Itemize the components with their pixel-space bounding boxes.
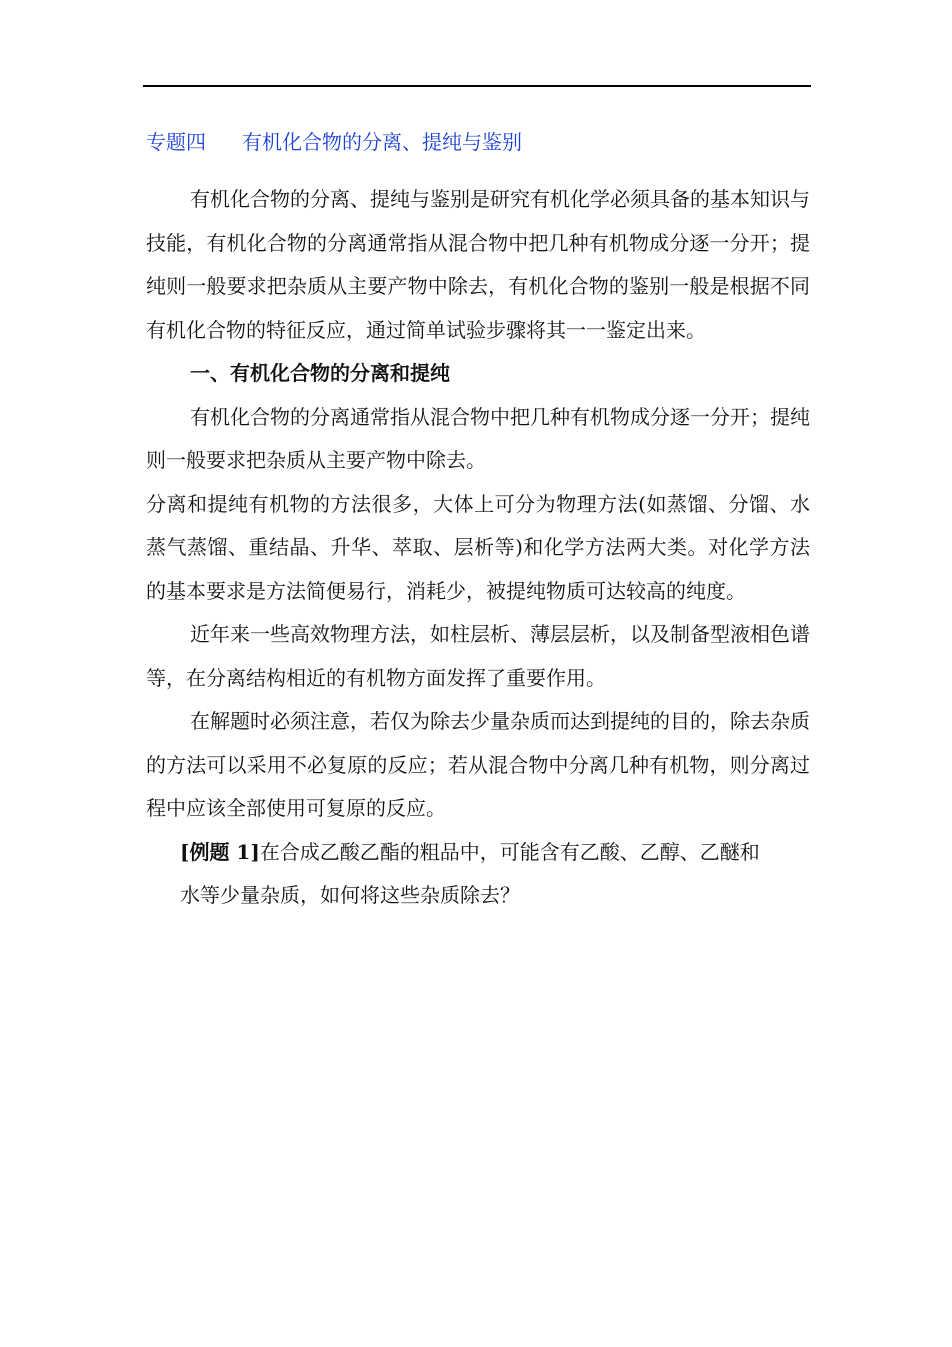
- section-paragraph-1: 有机化合物的分离通常指从混合物中把几种有机物成分逐一分开；提纯则一般要求把杂质从主要产物中除去。: [146, 404, 810, 472]
- section-paragraph-2: 分离和提纯有机物的方法很多，大体上可分为物理方法(如蒸馏、分馏、水蒸气蒸馏、重结晶、升华、萃取、层析等)和化学方法两大类。对化学方法的基本要求是方法简便易行，消耗少，被提纯物质可达较高的纯度。: [146, 491, 810, 603]
- example-text-line1: 在合成乙酸乙酯的粗品中，可能含有乙酸、乙醇、乙醚和: [259, 839, 760, 864]
- section-paragraph-3: 近年来一些高效物理方法，如柱层析、薄层层析，以及制备型液相色谱等，在分离结构相近的有机物方面发挥了重要作用。: [146, 622, 810, 690]
- document-body: [146, 178, 810, 918]
- section-paragraph-4: 在解题时必须注意，若仅为除去少量杂质而达到提纯的目的，除去杂质的方法可以采用不必复原的反应；若从混合物中分离几种有机物，则分离过程中应该全部使用可复原的反应。: [146, 709, 810, 820]
- topic-name: 有机化合物的分离、提纯与鉴别: [242, 130, 522, 154]
- header-rule: [143, 85, 811, 87]
- example-label: [例题 1]: [180, 839, 260, 864]
- example-text-line2: 水等少量杂质，如何将这些杂质除去？: [180, 883, 520, 907]
- topic-title: [146, 127, 522, 157]
- topic-number: 专题四: [146, 130, 206, 154]
- section-heading: 一、有机化合物的分离和提纯: [190, 361, 450, 385]
- example-question: [146, 831, 810, 875]
- intro-paragraph: 有机化合物的分离、提纯与鉴别是研究有机化学必须具备的基本知识与技能，有机化合物的分离通常指从混合物中把几种有机物成分逐一分开；提纯则一般要求把杂质从主要产物中除去，有机化合物的鉴别一般是根据不同有机化合物的特征反应，通过简单试验步骤将其一一鉴定出来。: [146, 187, 810, 342]
